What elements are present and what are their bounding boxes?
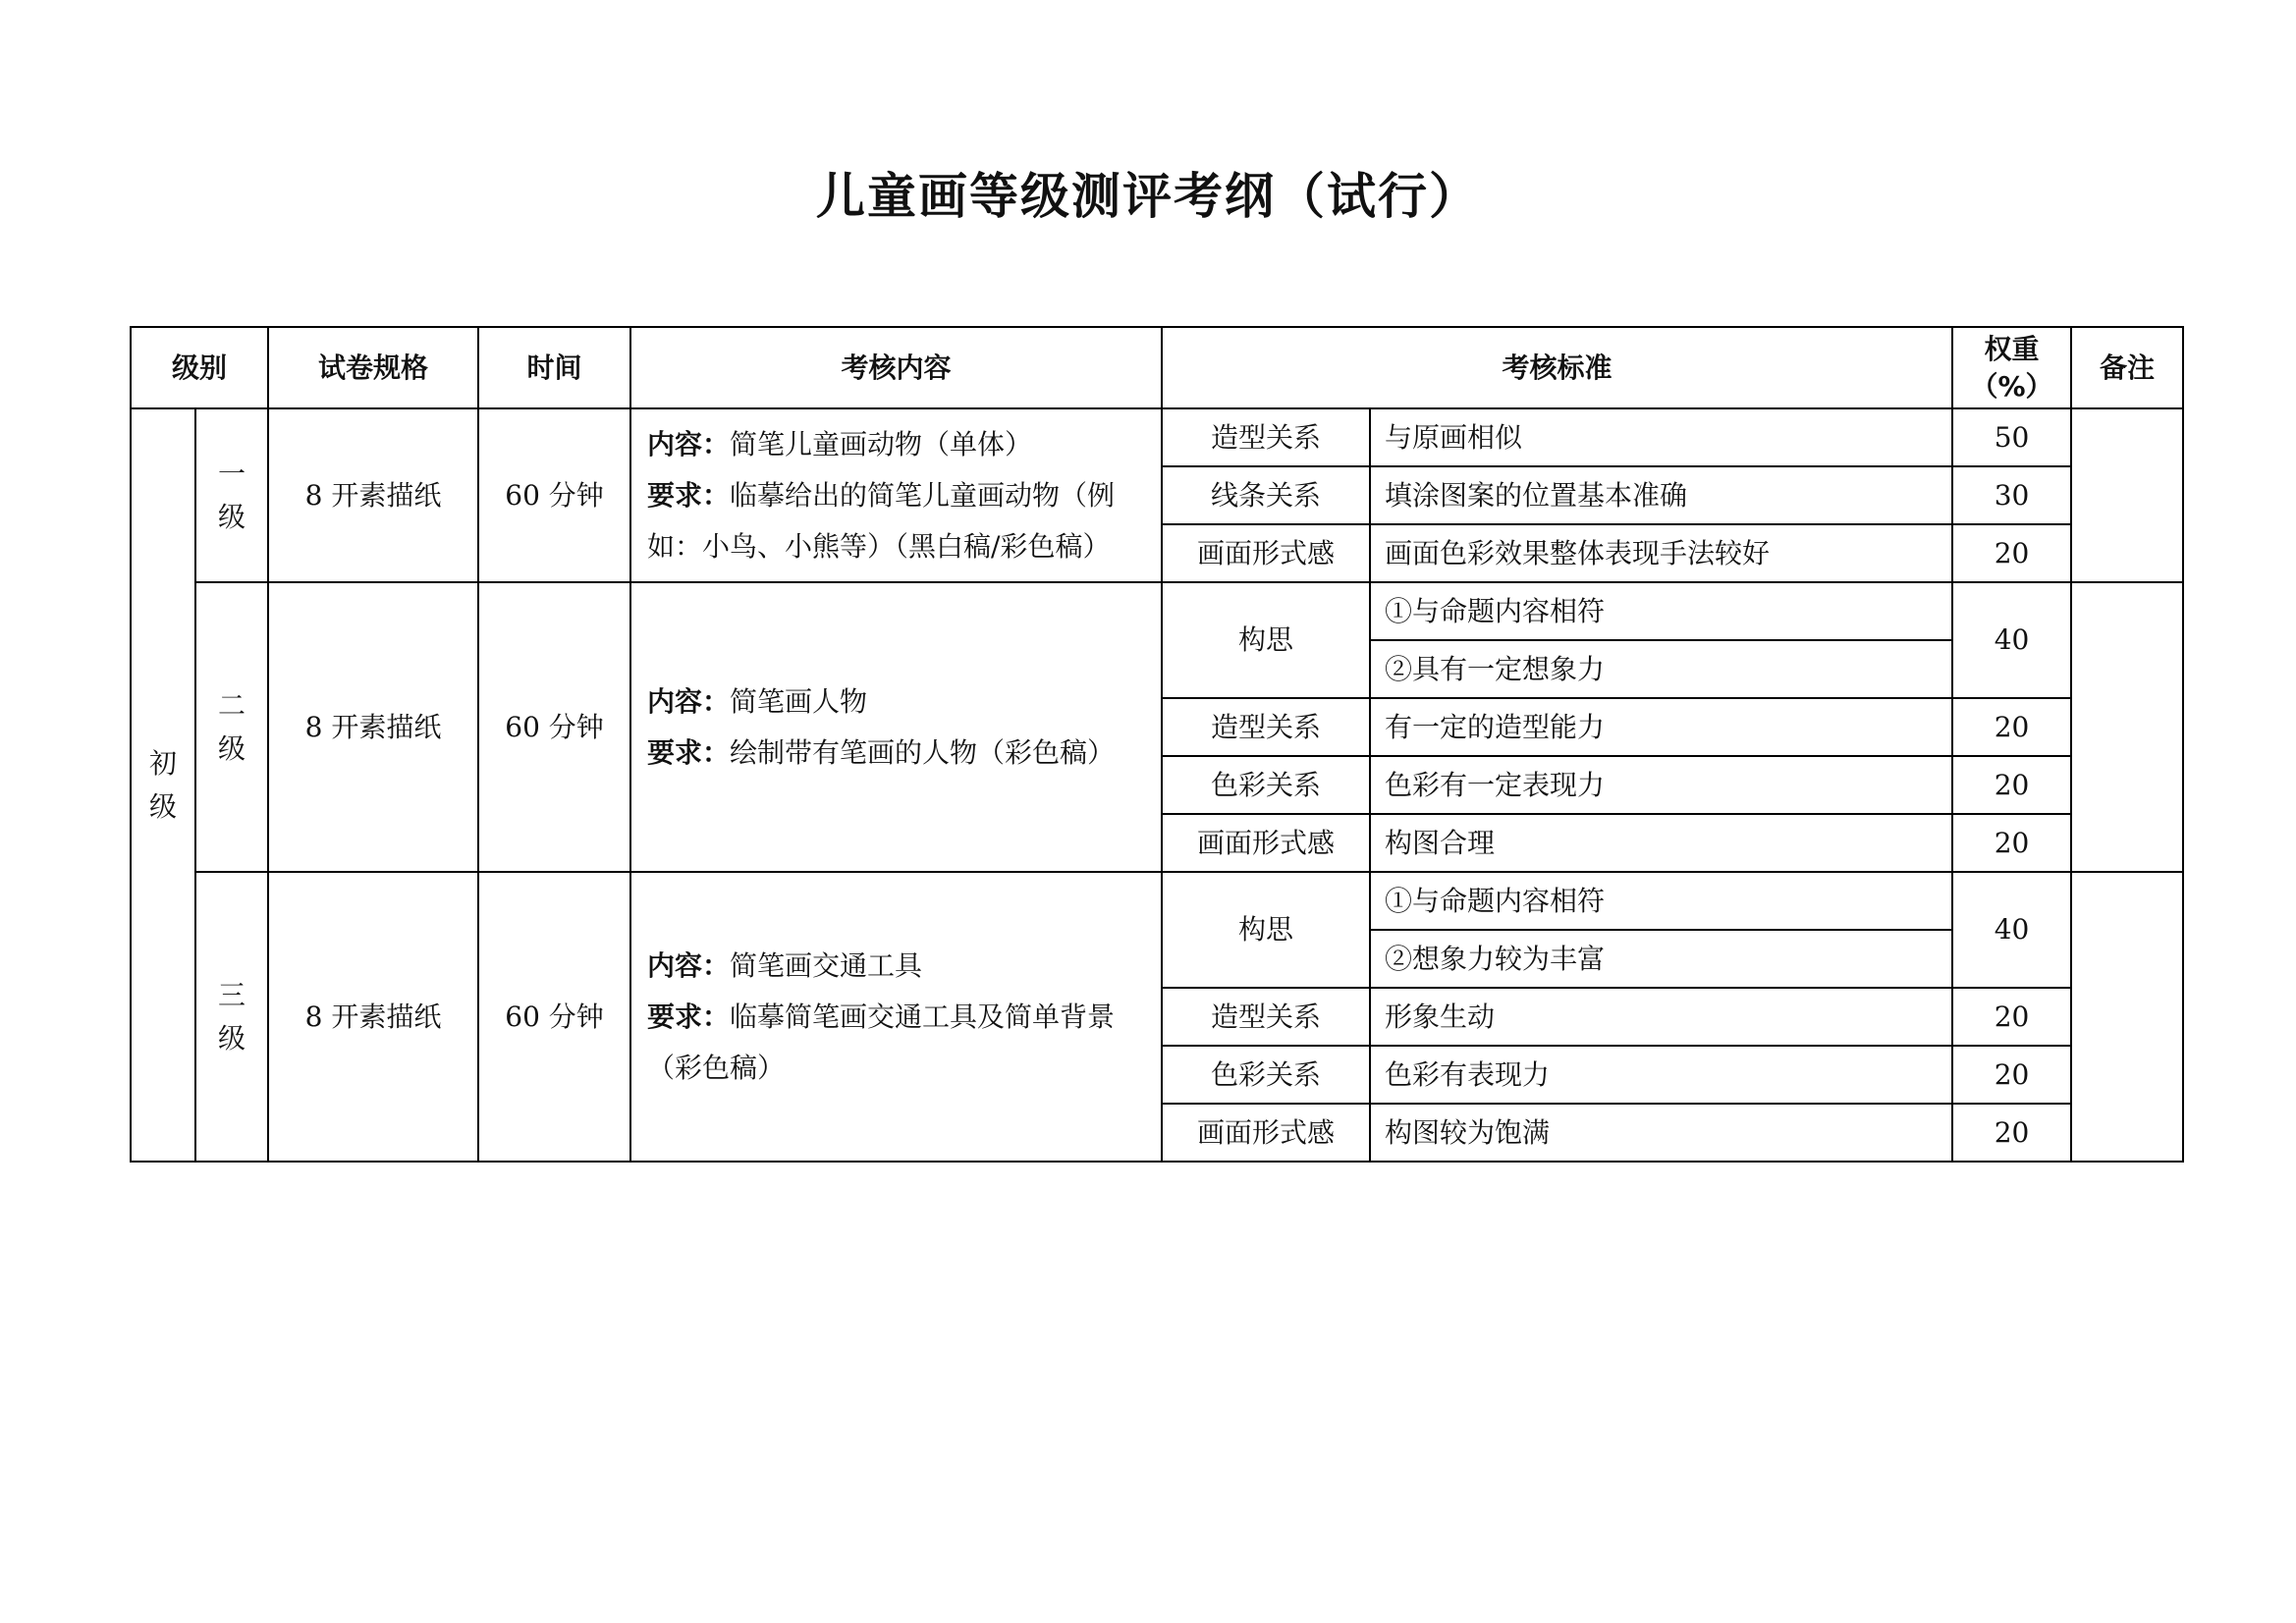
criteria-desc: ②具有一定想象力	[1370, 640, 1952, 698]
criteria-desc: 有一定的造型能力	[1370, 698, 1952, 756]
content-line	[647, 676, 1151, 728]
header-standard: 考核标准	[1162, 327, 1952, 408]
content-label: 内容：	[647, 948, 731, 982]
requirement-text: 临摹给出的简笔儿童画动物（例如：小鸟、小熊等）（黑白稿/彩色稿）	[647, 478, 1116, 563]
content-cell	[630, 872, 1162, 1162]
criteria-desc: ①与命题内容相符	[1370, 872, 1952, 930]
header-paper: 试卷规格	[268, 327, 478, 408]
requirement-text: 绘制带有笔画的人物（彩色稿）	[730, 735, 1116, 769]
time-cell: 60 分钟	[478, 582, 630, 872]
criteria-desc: 构图合理	[1370, 814, 1952, 872]
level-cell-3	[195, 872, 268, 1162]
page-title: 儿童画等级测评考纲（试行）	[816, 168, 1480, 225]
level-name-char: 二	[218, 689, 246, 723]
content-text: 简笔画交通工具	[730, 948, 923, 982]
criteria-desc: 色彩有表现力	[1370, 1046, 1952, 1104]
criteria-aspect: 造型关系	[1162, 698, 1370, 756]
content-cell	[630, 582, 1162, 872]
paper-cell: 8 开素描纸	[268, 582, 478, 872]
criteria-weight: 40	[1952, 872, 2071, 988]
criteria-desc: 色彩有一定表现力	[1370, 756, 1952, 814]
criteria-aspect: 画面形式感	[1162, 1104, 1370, 1162]
criteria-weight: 20	[1952, 756, 2071, 814]
criteria-weight: 50	[1952, 408, 2071, 466]
criteria-aspect: 色彩关系	[1162, 756, 1370, 814]
criteria-weight: 20	[1952, 1104, 2071, 1162]
header-note: 备注	[2071, 327, 2183, 408]
requirement-label: 要求：	[647, 735, 731, 769]
header-weight	[1952, 327, 2071, 408]
criteria-desc: 构图较为饱满	[1370, 1104, 1952, 1162]
note-cell	[2071, 408, 2183, 582]
criteria-weight: 40	[1952, 582, 2071, 698]
criteria-weight: 30	[1952, 466, 2071, 524]
requirement-label: 要求：	[647, 1000, 731, 1033]
requirement-line	[647, 728, 1151, 779]
content-text: 简笔画人物	[730, 684, 868, 718]
header-weight-line1: 权重	[1984, 332, 2040, 365]
level-name-char: 级	[218, 1021, 246, 1055]
criteria-weight: 20	[1952, 814, 2071, 872]
criteria-weight: 20	[1952, 524, 2071, 582]
level-name-char: 三	[218, 979, 246, 1012]
table-row	[131, 582, 2183, 640]
criteria-weight: 20	[1952, 988, 2071, 1046]
exam-outline-table	[130, 326, 2184, 1163]
level-name-char: 一	[218, 458, 246, 491]
header-weight-line2: （%）	[1970, 369, 2053, 403]
criteria-aspect: 构思	[1162, 582, 1370, 698]
content-cell	[630, 408, 1162, 582]
header-level: 级别	[131, 327, 268, 408]
criteria-weight: 20	[1952, 1046, 2071, 1104]
note-cell	[2071, 872, 2183, 1162]
criteria-aspect: 造型关系	[1162, 408, 1370, 466]
level-name-char: 级	[218, 731, 246, 765]
level-cell-1	[195, 408, 268, 582]
level-cell-2	[195, 582, 268, 872]
group-label-char: 级	[148, 789, 177, 823]
content-line	[647, 419, 1151, 470]
table-row	[131, 408, 2183, 466]
criteria-weight: 20	[1952, 698, 2071, 756]
note-cell	[2071, 582, 2183, 872]
requirement-line	[647, 470, 1151, 572]
content-label: 内容：	[647, 684, 731, 718]
criteria-aspect: 线条关系	[1162, 466, 1370, 524]
criteria-desc: ①与命题内容相符	[1370, 582, 1952, 640]
criteria-desc: ②想象力较为丰富	[1370, 930, 1952, 988]
group-label-char: 初	[148, 747, 177, 781]
requirement-line	[647, 992, 1151, 1094]
criteria-aspect: 造型关系	[1162, 988, 1370, 1046]
content-label: 内容：	[647, 427, 731, 460]
criteria-desc: 形象生动	[1370, 988, 1952, 1046]
content-line	[647, 941, 1151, 992]
paper-cell: 8 开素描纸	[268, 872, 478, 1162]
time-cell: 60 分钟	[478, 408, 630, 582]
content-text: 简笔儿童画动物（单体）	[730, 427, 1033, 460]
header-content: 考核内容	[630, 327, 1162, 408]
criteria-desc: 画面色彩效果整体表现手法较好	[1370, 524, 1952, 582]
criteria-aspect: 构思	[1162, 872, 1370, 988]
criteria-desc: 与原画相似	[1370, 408, 1952, 466]
group-cell-primary	[131, 408, 195, 1162]
requirement-text: 临摹简笔画交通工具及简单背景（彩色稿）	[647, 1000, 1116, 1084]
criteria-aspect: 色彩关系	[1162, 1046, 1370, 1104]
time-cell: 60 分钟	[478, 872, 630, 1162]
level-name-char: 级	[218, 500, 246, 533]
criteria-aspect: 画面形式感	[1162, 814, 1370, 872]
criteria-aspect: 画面形式感	[1162, 524, 1370, 582]
table-row	[131, 872, 2183, 930]
header-time: 时间	[478, 327, 630, 408]
requirement-label: 要求：	[647, 478, 731, 512]
criteria-desc: 填涂图案的位置基本准确	[1370, 466, 1952, 524]
header-row	[131, 327, 2183, 408]
paper-cell: 8 开素描纸	[268, 408, 478, 582]
